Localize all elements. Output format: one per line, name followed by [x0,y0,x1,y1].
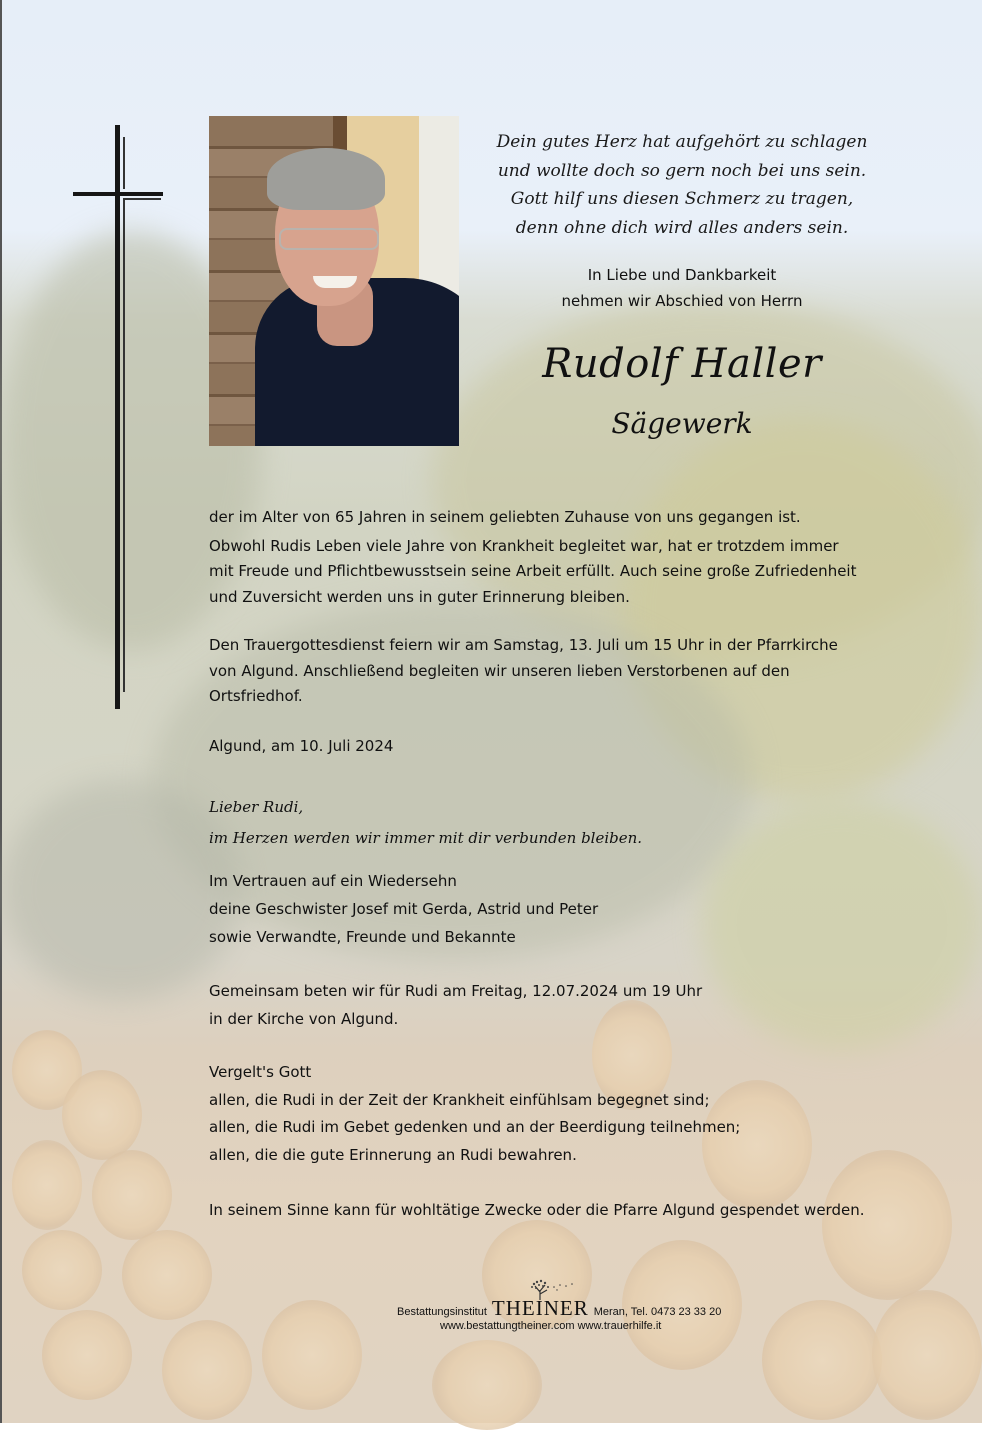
poem-line: Gott hilf uns diesen Schmerz zu tragen, [510,189,854,209]
text-line: Obwohl Rudis Leben viele Jahre von Krankheit begleitet war, hat er trotzdem immer [209,536,839,555]
text-line: und Zuversicht werden uns in guter Erinnerung bleiben. [209,587,630,606]
intro-line: In Liebe und Dankbarkeit [587,266,777,284]
footer-contact: Meran, Tel. 0473 23 33 20 [593,1306,722,1318]
text-line: deine Geschwister Josef mit Gerda, Astrid und Peter [209,900,599,918]
paragraph-life [209,505,909,610]
text-line: der im Alter von 65 Jahren in seinem geliebten Zuhause von uns gegangen ist. [209,508,801,526]
text-line: allen, die Rudi im Gebet gedenken und an der Beerdigung teilnehmen; [209,1118,741,1136]
poem-line: denn ohne dich wird alles anders sein. [515,217,849,238]
paragraph-funeral [209,633,909,710]
logo-text: THEINER [491,1296,589,1320]
tree-icon [522,1278,582,1300]
mourners [209,867,909,951]
funeral-home-logo [492,1298,589,1318]
dedication-line: im Herzen werden wir immer mit dir verbunden bleiben. [209,829,643,847]
text-line: sowie Verwandte, Freunde und Bekannte [209,928,516,946]
text-line: allen, die die gute Erinnerung an Rudi bewahren. [209,1145,577,1164]
prayer-info [209,977,909,1033]
dedication-line: Lieber Rudi, [209,798,304,816]
text-line: Vergelt's Gott [209,1063,312,1081]
text-line: Den Trauergottesdienst feiern wir am Samstag, 13. Juli um 15 Uhr in der Pfarrkirche [209,636,838,654]
text-line: in der Kirche von Algund. [209,1010,399,1028]
deceased-name: Rudolf Haller [542,341,822,387]
intro-line: nehmen wir Abschied von Herrn [561,292,803,310]
poem [482,128,882,242]
donation-note: In seinem Sinne kann für wohltätige Zwecke oder die Pfarre Algund gespendet werden. [209,1201,865,1219]
text-line: Gemeinsam beten wir für Rudi am Freitag, 12.07.2024 um 19 Uhr [209,982,703,1000]
footer-prefix: Bestattungsinstitut [397,1306,487,1318]
dedication [209,792,909,854]
poem-line: und wollte doch so gern noch bei uns sein. [497,160,867,181]
text-line: Im Vertrauen auf ein Wiedersehn [209,872,457,890]
place-date: Algund, am 10. Juli 2024 [209,737,394,755]
text-line: Ortsfriedhof. [209,687,303,705]
thanks [209,1059,909,1169]
portrait-photo [209,116,459,446]
poem-line: Dein gutes Herz hat aufgehört zu schlagen [496,132,868,152]
text-line: allen, die Rudi in der Zeit der Krankheit einfühlsam begegnet sind; [209,1090,710,1109]
text-line: mit Freude und Pflichtbewusstsein seine Arbeit erfüllt. Auch seine große Zufriedenheit [209,562,857,580]
deceased-subtitle: Sägewerk [611,407,753,440]
footer-websites: www.bestattungtheiner.com www.trauerhilfe.it [440,1320,662,1332]
intro-text [482,262,882,314]
text-line: von Algund. Anschließend begleiten wir unseren lieben Verstorbenen auf den [209,661,790,680]
funeral-home-footer [397,1298,777,1332]
